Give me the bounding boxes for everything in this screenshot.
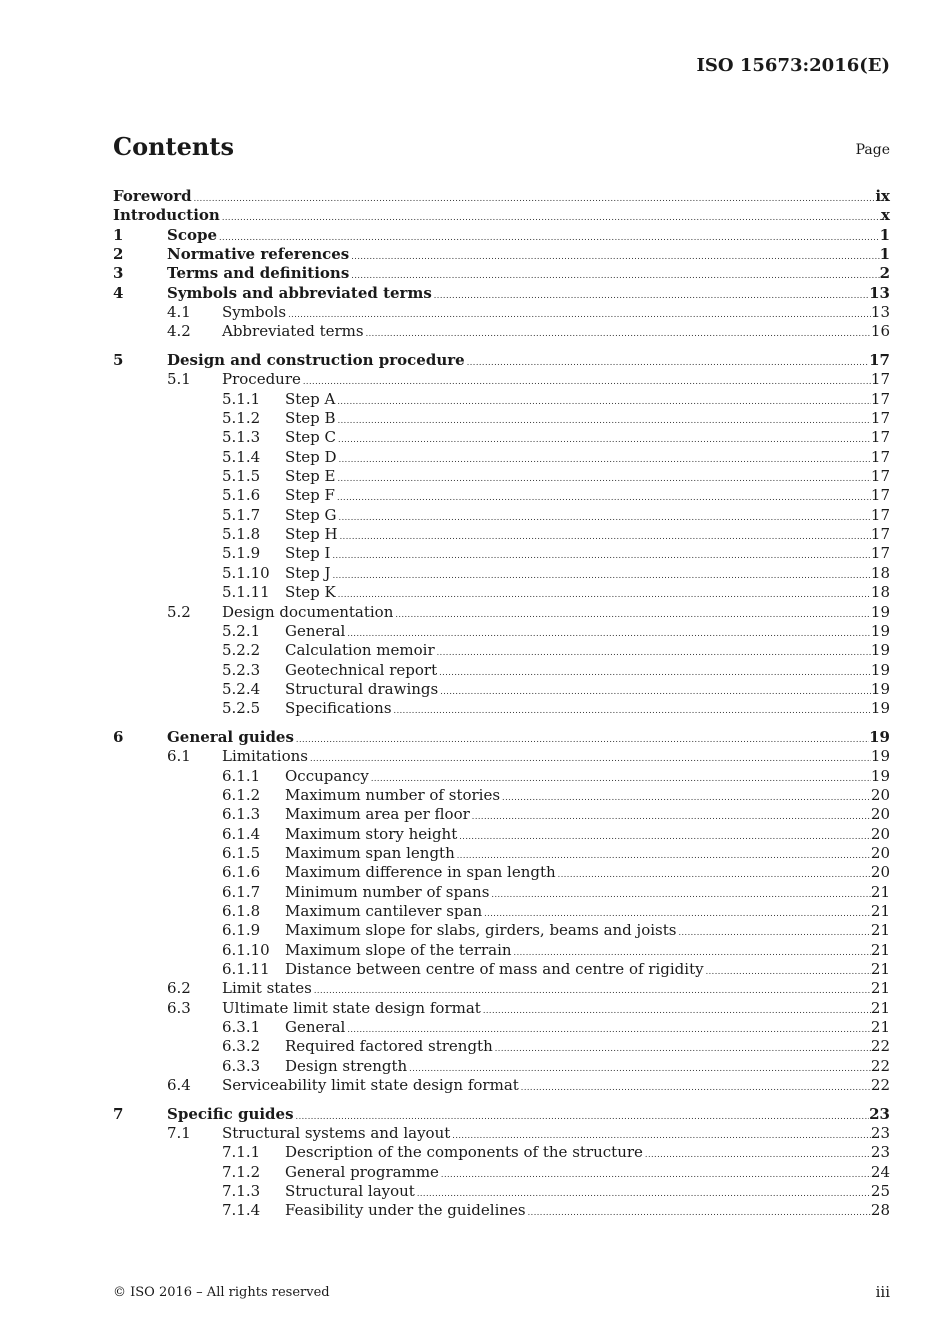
toc-entry[interactable] [113, 1163, 890, 1182]
toc-entry-number: 5.2 [167, 602, 191, 621]
toc-entry[interactable] [113, 902, 890, 921]
toc-entry[interactable] [113, 1201, 890, 1220]
toc-entry[interactable] [113, 863, 890, 882]
toc-entry-page: 22 [870, 1056, 890, 1075]
toc-entry-title: Step B [285, 409, 336, 428]
toc-entry-page: 20 [870, 805, 890, 824]
toc-entry-page: 21 [870, 979, 890, 998]
toc-entry[interactable] [113, 825, 890, 844]
toc-entry-number: 4.2 [167, 322, 191, 341]
toc-entry-number: 5.1.11 [222, 583, 270, 602]
toc-entry-number: 5.1.5 [222, 467, 261, 486]
toc-entry-title: Maximum number of stories [285, 785, 501, 804]
toc-entry-number: 7.1.3 [222, 1182, 261, 1201]
dot-leader [392, 701, 871, 720]
toc-entry[interactable] [113, 805, 890, 824]
toc-entry[interactable] [113, 603, 890, 622]
toc-entry-title: Specific guides [167, 1104, 294, 1123]
toc-entry-page: 17 [870, 525, 890, 544]
toc-entry[interactable] [113, 1124, 890, 1143]
toc-entry-title: Procedure [222, 370, 301, 389]
toc-entry-page: 13 [869, 283, 890, 302]
toc-entry-title: Step A [285, 389, 336, 408]
toc-entry-title: Required factored strength [285, 1037, 493, 1056]
toc-entry-title: General programme [285, 1162, 439, 1181]
toc-entry-page: 23 [870, 1124, 890, 1143]
toc-entry-page: 19 [870, 602, 890, 621]
toc-entry-number: 7.1 [167, 1124, 191, 1143]
toc-entry-title: Maximum slope of the terrain [285, 940, 512, 959]
toc-entry[interactable] [113, 699, 890, 718]
toc-entry-number: 5.1.10 [222, 563, 270, 582]
toc-entry[interactable] [113, 767, 890, 786]
toc-entry[interactable] [113, 622, 890, 641]
toc-entry-number: 5.1.8 [222, 525, 261, 544]
toc-entry-page: 21 [870, 921, 890, 940]
dot-leader [364, 324, 871, 343]
toc-entry-title: Maximum slope for slabs, girders, beams and joists [285, 921, 677, 940]
toc-entry-page: 18 [870, 583, 890, 602]
page-number: iii [875, 1283, 890, 1301]
toc-entry-number: 5.1.4 [222, 447, 261, 466]
toc-entry[interactable] [113, 1143, 890, 1162]
toc-entry-page: 22 [870, 1037, 890, 1056]
toc-entry-title: Symbols and abbreviated terms [167, 283, 432, 302]
toc-entry-title: Step K [285, 583, 336, 602]
toc-entry[interactable] [113, 187, 890, 206]
toc-entry[interactable] [113, 284, 890, 303]
toc-entry-number: 6.1 [167, 747, 191, 766]
toc-entry-title: Step D [285, 447, 337, 466]
toc-entry-number: 5.1.9 [222, 544, 261, 563]
toc-entry[interactable] [113, 506, 890, 525]
toc-entry-page: 17 [870, 370, 890, 389]
toc-entry-page: 2 [879, 264, 890, 283]
toc-entry-title: Step G [285, 505, 337, 524]
toc-entry-title: Normative references [167, 245, 350, 264]
toc-entry-number: 5.2.3 [222, 660, 261, 679]
toc-entry-title: Calculation memoir [285, 641, 435, 660]
toc-entry[interactable] [113, 680, 890, 699]
toc-entry[interactable] [113, 486, 890, 505]
toc-entry-title: Feasibility under the guidelines [285, 1201, 526, 1220]
toc-entry[interactable] [113, 1182, 890, 1201]
toc-entry-page: 19 [870, 660, 890, 679]
toc-entry-page: 17 [870, 447, 890, 466]
toc-entry-number: 6.1.5 [222, 843, 261, 862]
toc-entry-number: 6.2 [167, 979, 191, 998]
toc-entry-number: 1 [113, 225, 124, 244]
toc-entry-title: Design documentation [222, 602, 394, 621]
toc-entry-number: 7.1.4 [222, 1201, 261, 1220]
toc-entry[interactable] [113, 1018, 890, 1037]
toc-entry[interactable] [113, 564, 890, 583]
toc-entry-number: 5.1.3 [222, 428, 261, 447]
page-column-label: Page [855, 142, 890, 158]
toc-entry-title: Occupancy [285, 766, 369, 785]
toc-entry-page: 21 [870, 1018, 890, 1037]
toc-entry-title: General guides [167, 727, 294, 746]
toc-entry[interactable] [113, 999, 890, 1018]
toc-entry[interactable] [113, 921, 890, 940]
toc-entry-page: 21 [870, 882, 890, 901]
toc-entry-page: 23 [870, 1143, 890, 1162]
toc-entry-number: 5.1.2 [222, 409, 261, 428]
toc-entry-number: 6.1.10 [222, 940, 270, 959]
toc-entry-page: 20 [870, 843, 890, 862]
toc-entry-page: 17 [870, 505, 890, 524]
toc-entry-title: Geotechnical report [285, 660, 438, 679]
toc-entry[interactable] [113, 264, 890, 283]
toc-entry-page: 17 [870, 409, 890, 428]
toc-entry-page: 21 [870, 998, 890, 1017]
toc-entry[interactable] [113, 1057, 890, 1076]
toc-entry[interactable] [113, 448, 890, 467]
toc-entry-number: 5.1.1 [222, 389, 261, 408]
toc-entry-number: 6.3.3 [222, 1056, 261, 1075]
toc-entry-number: 5.2.2 [222, 641, 261, 660]
toc-entry-page: 20 [870, 824, 890, 843]
toc-entry-title: Maximum difference in span length [285, 863, 556, 882]
toc-entry-number: 6.3 [167, 998, 191, 1017]
toc-entry[interactable] [113, 245, 890, 264]
toc-entry[interactable] [113, 226, 890, 245]
toc-entry-number: 5.1.7 [222, 505, 261, 524]
toc-entry-title: Maximum span length [285, 843, 455, 862]
toc-entry-page: 18 [870, 563, 890, 582]
toc-entry-title: Structural layout [285, 1182, 415, 1201]
toc-entry-title: Step J [285, 563, 331, 582]
toc-entry-page: 19 [870, 621, 890, 640]
toc-entry-title: Ultimate limit state design format [222, 998, 481, 1017]
toc-entry-number: 4.1 [167, 303, 191, 322]
toc-entry-title: Structural drawings [285, 679, 439, 698]
toc-entry-page: 17 [870, 544, 890, 563]
toc-entry-page: 21 [870, 940, 890, 959]
toc-entry-page: 1 [879, 225, 890, 244]
toc-entry-title: Step E [285, 467, 336, 486]
toc-entry-number: 3 [113, 264, 124, 283]
toc-entry-title: Serviceability limit state design format [222, 1076, 519, 1095]
toc-entry-page: 28 [870, 1201, 890, 1220]
toc-entry-number: 5.1.6 [222, 486, 261, 505]
toc-entry-number: 6.4 [167, 1076, 191, 1095]
toc-entry-title: Specifications [285, 699, 392, 718]
toc-entry-number: 5 [113, 351, 124, 370]
toc-entry-title: General [285, 621, 346, 640]
toc-entry-number: 4 [113, 283, 124, 302]
toc-entry-page: x [881, 206, 890, 225]
toc-entry[interactable] [113, 322, 890, 341]
toc-entry-title: Limitations [222, 747, 308, 766]
toc-entry-title: Minimum number of spans [285, 882, 490, 901]
toc-entry-title: Step F [285, 486, 335, 505]
toc-entry-title: Maximum cantilever span [285, 901, 483, 920]
toc-entry[interactable] [113, 1105, 890, 1124]
toc-entry-title: Structural systems and layout [222, 1124, 451, 1143]
toc-entry-number: 6.1.9 [222, 921, 261, 940]
toc-entry-title: Step C [285, 428, 337, 447]
toc-entry-page: 1 [879, 245, 890, 264]
toc-entry[interactable] [113, 428, 890, 447]
toc-entry-number: 6.3.1 [222, 1018, 261, 1037]
toc-entry[interactable] [113, 747, 890, 766]
toc-entry[interactable] [113, 941, 890, 960]
toc-entry-page: 19 [870, 679, 890, 698]
toc-entry[interactable] [113, 303, 890, 322]
toc-entry-title: Description of the components of the structure [285, 1143, 643, 1162]
toc-entry[interactable] [113, 883, 890, 902]
toc-entry-title: Introduction [113, 206, 220, 225]
toc-entry[interactable] [113, 370, 890, 389]
toc-entry-number: 7.1.1 [222, 1143, 261, 1162]
toc-entry-number: 6 [113, 727, 124, 746]
toc-entry-page: 17 [870, 428, 890, 447]
toc-entry-number: 7 [113, 1104, 124, 1123]
toc-entry-page: 19 [870, 699, 890, 718]
table-of-contents [113, 187, 890, 1221]
toc-entry[interactable] [113, 409, 890, 428]
toc-entry-page: 21 [870, 960, 890, 978]
toc-entry-title: Design strength [285, 1056, 408, 1075]
toc-entry-title: Foreword [113, 187, 192, 205]
toc-entry-number: 6.1.11 [222, 960, 270, 978]
toc-entry-page: 24 [870, 1162, 890, 1181]
toc-entry[interactable] [113, 844, 890, 863]
toc-entry-page: 21 [870, 901, 890, 920]
toc-entry-page: ix [875, 187, 890, 205]
toc-entry-page: 16 [870, 322, 890, 341]
dot-leader [526, 1203, 871, 1222]
toc-entry[interactable] [113, 728, 890, 747]
toc-entry-title: Scope [167, 225, 218, 244]
toc-entry[interactable] [113, 641, 890, 660]
copyright-notice: © ISO 2016 – All rights reserved [113, 1285, 330, 1300]
toc-entry-number: 5.2.5 [222, 699, 261, 718]
standard-identifier: ISO 15673:2016(E) [696, 55, 890, 76]
toc-entry-page: 17 [870, 389, 890, 408]
toc-entry-title: Distance between centre of mass and centre of rigidity [285, 960, 704, 978]
toc-entry[interactable] [113, 661, 890, 680]
toc-entry[interactable] [113, 786, 890, 805]
toc-entry[interactable] [113, 544, 890, 563]
toc-entry-page: 20 [870, 863, 890, 882]
toc-entry-title: Step H [285, 525, 338, 544]
toc-entry-number: 5.2.1 [222, 621, 261, 640]
toc-entry-number: 6.1.8 [222, 901, 261, 920]
toc-entry-title: Symbols [222, 303, 287, 322]
toc-entry[interactable] [113, 1037, 890, 1056]
toc-entry-title: Design and construction procedure [167, 351, 465, 370]
toc-entry-title: Terms and definitions [167, 264, 350, 283]
toc-entry-number: 6.3.2 [222, 1037, 261, 1056]
toc-entry-number: 6.1.6 [222, 863, 261, 882]
toc-entry-title: Abbreviated terms [222, 322, 364, 341]
toc-entry-number: 7.1.2 [222, 1162, 261, 1181]
toc-entry[interactable] [113, 206, 890, 225]
toc-entry-page: 23 [869, 1104, 890, 1123]
toc-entry[interactable] [113, 979, 890, 998]
toc-entry-page: 17 [870, 467, 890, 486]
toc-entry-page: 17 [869, 351, 890, 370]
toc-entry[interactable] [113, 583, 890, 602]
toc-entry-number: 6.1.3 [222, 805, 261, 824]
toc-entry-page: 19 [870, 747, 890, 766]
toc-entry-page: 17 [870, 486, 890, 505]
toc-entry-number: 6.1.4 [222, 824, 261, 843]
toc-entry-title: Limit states [222, 979, 312, 998]
toc-entry-number: 6.1.7 [222, 882, 261, 901]
toc-entry[interactable] [113, 1076, 890, 1095]
toc-entry-page: 22 [870, 1076, 890, 1095]
toc-entry-number: 5.1 [167, 370, 191, 389]
toc-entry-title: General [285, 1018, 346, 1037]
toc-entry-page: 19 [870, 641, 890, 660]
toc-entry[interactable] [113, 390, 890, 409]
toc-entry-number: 5.2.4 [222, 679, 261, 698]
toc-entry-page: 20 [870, 785, 890, 804]
toc-entry-page: 19 [869, 727, 890, 746]
toc-entry[interactable] [113, 960, 890, 979]
toc-entry-number: 2 [113, 245, 124, 264]
toc-entry-title: Step I [285, 544, 331, 563]
toc-entry-page: 25 [870, 1182, 890, 1201]
toc-entry-number: 6.1.1 [222, 766, 261, 785]
toc-entry-number: 6.1.2 [222, 785, 261, 804]
contents-heading: Contents [113, 132, 234, 161]
toc-entry-title: Maximum area per floor [285, 805, 470, 824]
toc-entry[interactable] [113, 467, 890, 486]
dot-leader [519, 1078, 871, 1097]
toc-entry[interactable] [113, 525, 890, 544]
toc-entry[interactable] [113, 351, 890, 370]
toc-entry-title: Maximum story height [285, 824, 458, 843]
toc-entry-page: 19 [870, 766, 890, 785]
toc-entry-page: 13 [870, 303, 890, 322]
